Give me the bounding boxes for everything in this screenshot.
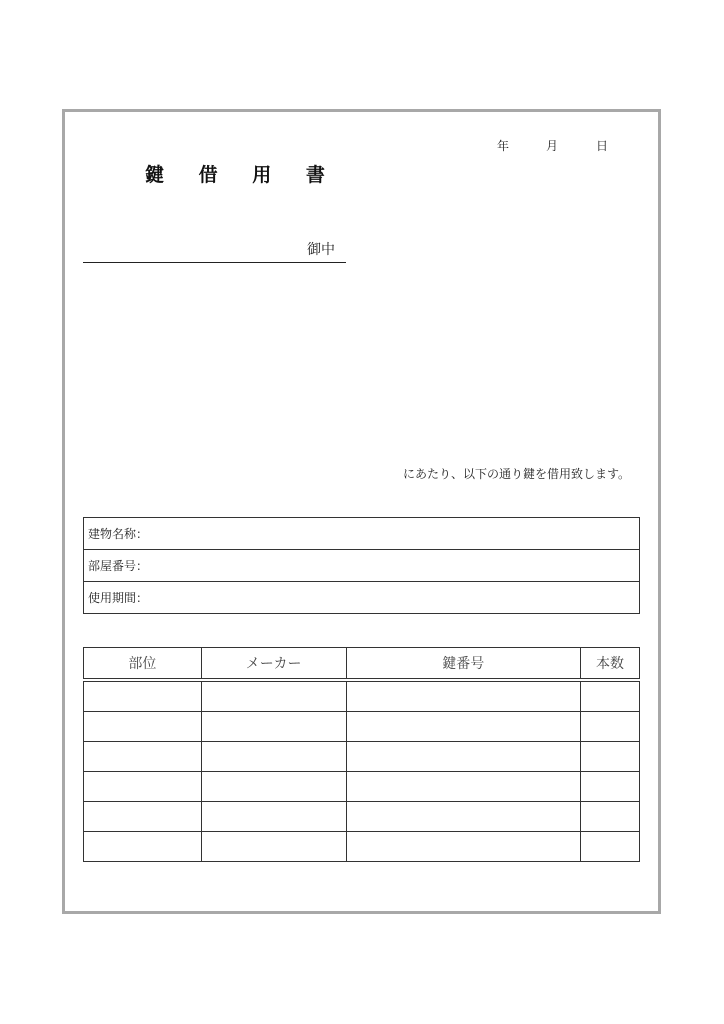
table-cell[interactable]	[581, 742, 640, 772]
building-name-field[interactable]: 建物名称：	[84, 518, 640, 550]
table-row	[84, 712, 640, 742]
info-table	[83, 517, 640, 614]
table-cell[interactable]	[84, 712, 202, 742]
document-title: 鍵 借 用 書	[145, 164, 339, 186]
room-number-field[interactable]: 部屋番号：	[84, 550, 640, 582]
table-cell[interactable]	[346, 742, 581, 772]
table-cell[interactable]	[201, 680, 346, 712]
table-row	[84, 772, 640, 802]
table-cell[interactable]	[346, 832, 581, 862]
table-cell[interactable]	[346, 712, 581, 742]
date-month-label: 月	[546, 139, 559, 153]
table-cell[interactable]	[84, 742, 202, 772]
table-cell[interactable]	[346, 772, 581, 802]
table-cell[interactable]	[84, 832, 202, 862]
header-key-number: 鍵番号	[346, 648, 581, 681]
table-cell[interactable]	[84, 772, 202, 802]
table-cell[interactable]	[201, 742, 346, 772]
header-part: 部位	[84, 648, 202, 681]
header-maker: メーカー	[201, 648, 346, 681]
table-cell[interactable]	[201, 772, 346, 802]
table-cell[interactable]	[84, 802, 202, 832]
addressee-suffix: 御中	[307, 242, 335, 258]
table-row	[84, 832, 640, 862]
table-cell[interactable]	[84, 680, 202, 712]
table-cell[interactable]	[581, 772, 640, 802]
table-cell[interactable]	[346, 802, 581, 832]
usage-period-field[interactable]: 使用期間：	[84, 582, 640, 614]
addressee-line[interactable]	[83, 262, 346, 263]
date-day-label: 日	[596, 139, 609, 153]
date-year-label: 年	[497, 139, 510, 153]
key-table	[83, 647, 640, 862]
table-row	[84, 680, 640, 712]
table-cell[interactable]	[201, 712, 346, 742]
table-row	[84, 802, 640, 832]
table-cell[interactable]	[581, 680, 640, 712]
header-quantity: 本数	[581, 648, 640, 681]
table-cell[interactable]	[201, 832, 346, 862]
table-row	[84, 742, 640, 772]
table-cell[interactable]	[581, 832, 640, 862]
table-cell[interactable]	[201, 802, 346, 832]
table-cell[interactable]	[581, 712, 640, 742]
table-cell[interactable]	[346, 680, 581, 712]
table-cell[interactable]	[581, 802, 640, 832]
request-text: にあたり、以下の通り鍵を借用致します。	[402, 467, 630, 481]
